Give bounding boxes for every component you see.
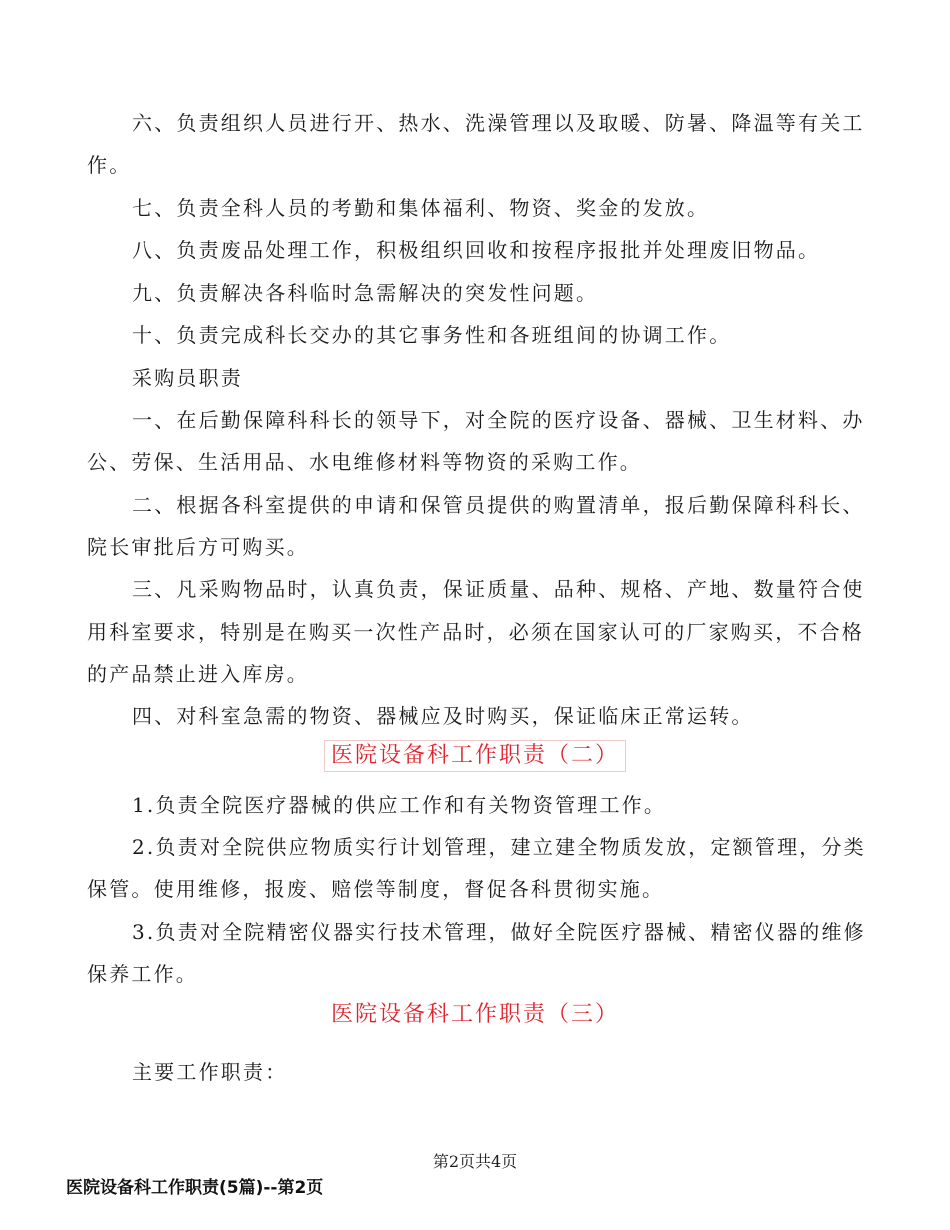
buyer-item-4: 四、对科室急需的物资、器械应及时购买，保证临床正常运转。 <box>132 704 754 728</box>
paragraph-6-line-1: 六、负责组织人员进行开、热水、洗澡管理以及取暖、防暑、降温等有关工 <box>132 111 865 135</box>
paragraph-10: 十、负责完成科长交办的其它事务性和各班组间的协调工作。 <box>132 323 732 347</box>
paragraph-6-line-2: 作。 <box>87 153 132 177</box>
paragraph-7: 七、负责全科人员的考勤和集体福利、物资、奖金的发放。 <box>132 196 710 220</box>
buyer-item-1-line-2: 公、劳保、生活用品、水电维修材料等物资的采购工作。 <box>87 450 642 474</box>
duty-2-item-3-line-1: 3.负责对全院精密仪器实行技术管理，做好全院医疗器械、精密仪器的维修 <box>132 920 866 944</box>
buyer-item-3-line-3: 的产品禁止进入库房。 <box>87 662 309 686</box>
duty-2-item-1: 1.负责全院医疗器械的供应工作和有关物资管理工作。 <box>132 793 667 817</box>
section-subtitle-buyer: 采购员职责 <box>132 366 243 390</box>
document-footer-title: 医院设备科工作职责(5篇)--第2页 <box>66 1178 324 1198</box>
duty-3-intro: 主要工作职责： <box>132 1060 288 1084</box>
duty-2-item-2-line-2: 保管。使用维修，报废、赔偿等制度，督促各科贯彻实施。 <box>87 877 665 901</box>
duty-2-item-3-line-2: 保养工作。 <box>87 962 198 986</box>
buyer-item-3-line-1: 三、凡采购物品时，认真负责，保证质量、品种、规格、产地、数量符合使 <box>132 577 865 601</box>
buyer-item-2-line-2: 院长审批后方可购买。 <box>87 535 309 559</box>
section-heading-3 <box>0 1000 950 1030</box>
section-heading-2 <box>0 740 950 772</box>
buyer-item-1-line-1: 一、在后勤保障科科长的领导下，对全院的医疗设备、器械、卫生材料、办 <box>132 408 865 432</box>
duty-2-item-2-line-1: 2.负责对全院供应物质实行计划管理，建立建全物质发放，定额管理，分类 <box>132 835 866 859</box>
page-indicator: 第2页共4页 <box>432 1152 518 1171</box>
paragraph-9: 九、负责解决各科临时急需解决的突发性问题。 <box>132 281 599 305</box>
section-heading-3-text: 医院设备科工作职责（三） <box>330 1002 619 1027</box>
buyer-item-2-line-1: 二、根据各科室提供的申请和保管员提供的购置清单，报后勤保障科科长、 <box>132 493 865 517</box>
buyer-item-3-line-2: 用科室要求，特别是在购买一次性产品时，必须在国家认可的厂家购买，不合格 <box>87 620 864 644</box>
section-heading-2-text: 医院设备科工作职责（二） <box>324 740 626 772</box>
paragraph-8: 八、负责废品处理工作，积极组织回收和按程序报批并处理废旧物品。 <box>132 238 821 262</box>
